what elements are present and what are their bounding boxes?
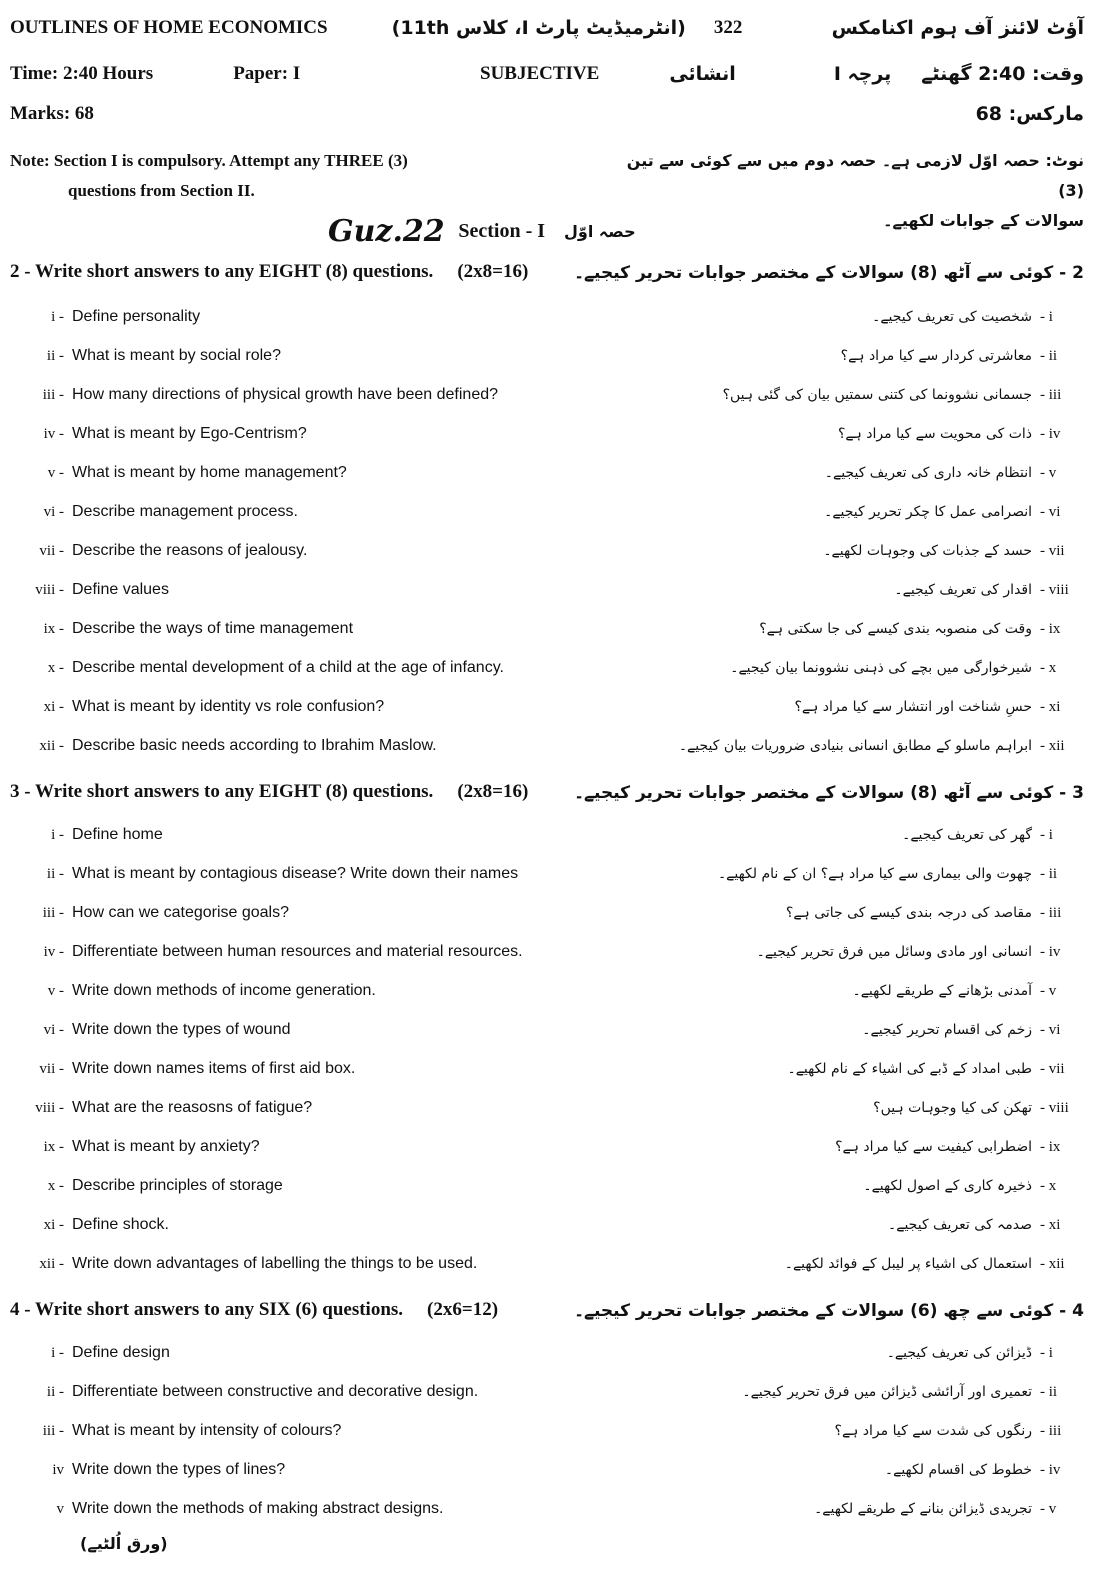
- item-text-en: Differentiate between constructive and decorative design.: [72, 1383, 479, 1400]
- instructions-note: [10, 146, 1084, 230]
- item-number: ix -: [43, 1138, 64, 1155]
- question-item: [10, 939, 1084, 965]
- item-text-en: Write down the types of lines?: [72, 1461, 286, 1478]
- item-text-en: Write down the types of wound: [72, 1021, 291, 1038]
- item-number: iv: [52, 1461, 64, 1478]
- marks-ur: مارکس: 68: [975, 103, 1084, 125]
- item-number-ur: - iii: [1040, 904, 1062, 921]
- item-text-ur: حسِ شناخت اور انتشار سے کیا مراد ہے؟: [794, 699, 1032, 715]
- item-number-ur: - ix: [1040, 620, 1061, 637]
- question-item: [10, 382, 1084, 408]
- question-item: [10, 1251, 1084, 1277]
- item-number: v -: [47, 464, 64, 481]
- question-heading-ur: 3 - کوئی سے آٹھ (8) سوالات کے مختصر جوابات تحریر کیجیے۔: [574, 782, 1084, 803]
- item-text-ur: تھکن کی کیا وجوہات ہیں؟: [873, 1100, 1032, 1116]
- item-number-ur: - xi: [1040, 698, 1061, 715]
- item-number: vii -: [39, 1060, 64, 1077]
- item-number-ur: - vi: [1040, 1021, 1061, 1038]
- question-item: [10, 577, 1084, 603]
- item-text-ur: وقت کی منصوبہ بندی کیسے کی جا سکتی ہے؟: [759, 621, 1032, 637]
- handwritten-annotation: Guz.22: [328, 214, 445, 249]
- marks-en: Marks: 68: [10, 103, 94, 124]
- question-marks: (2x8=16): [457, 781, 529, 802]
- header-marks-row: [10, 98, 1084, 130]
- item-text-en: Define values: [72, 581, 169, 598]
- item-text-en: Define home: [72, 826, 163, 843]
- subjective-ur: انشائی: [669, 63, 736, 85]
- item-number-ur: - iv: [1040, 1461, 1061, 1478]
- item-text-ur: اقدار کی تعریف کیجیے۔: [894, 582, 1032, 598]
- item-text-ur: زخم کی اقسام تحریر کیجیے۔: [862, 1022, 1032, 1038]
- question-heading-en: 2 - Write short answers to any EIGHT (8) questions.: [10, 261, 434, 282]
- question-item: [10, 538, 1084, 564]
- item-text-ur: رنگوں کی شدت سے کیا مراد ہے؟: [834, 1423, 1032, 1439]
- item-text-ur: ذخیرہ کاری کے اصول لکھیے۔: [863, 1178, 1032, 1194]
- question-marks: (2x8=16): [457, 261, 529, 282]
- question-item: [10, 655, 1084, 681]
- item-number-ur: - vii: [1040, 1060, 1065, 1077]
- paper-number-en: Paper: I: [233, 63, 301, 84]
- item-number-ur: - ix: [1040, 1138, 1061, 1155]
- item-number: x -: [47, 1177, 64, 1194]
- item-number-ur: - vii: [1040, 542, 1065, 559]
- note-en-line1: Note: Section I is compulsory. Attempt any THREE (3): [10, 151, 408, 170]
- question-heading-en: 4 - Write short answers to any SIX (6) questions.: [10, 1299, 404, 1320]
- item-text-en: Describe management process.: [72, 503, 298, 520]
- question-item: [10, 1017, 1084, 1043]
- item-text-ur: استعمال کی اشیاء پر لیبل کے فوائد لکھیے۔: [784, 1256, 1032, 1272]
- question-item: [10, 1340, 1084, 1366]
- item-text-en: How can we categorise goals?: [72, 904, 290, 921]
- item-number: i -: [51, 308, 64, 325]
- question-heading-ur: 2 - کوئی سے آٹھ (8) سوالات کے مختصر جوابات تحریر کیجیے۔: [574, 262, 1084, 283]
- item-text-en: What is meant by home management?: [72, 464, 347, 481]
- item-text-en: Write down advantages of labelling the things to be used.: [72, 1255, 478, 1272]
- question-item: [10, 1134, 1084, 1160]
- item-text-en: Write down methods of income generation.: [72, 982, 376, 999]
- item-number-ur: - viii: [1040, 1099, 1069, 1116]
- item-number-ur: - ii: [1040, 347, 1058, 364]
- item-text-ur: انصرامی عمل کا چکر تحریر کیجیے۔: [824, 504, 1032, 520]
- item-text-en: What is meant by identity vs role confusion?: [72, 698, 385, 715]
- item-number: iii -: [42, 386, 64, 403]
- item-number: ii -: [46, 1383, 64, 1400]
- question-item: [10, 460, 1084, 486]
- item-text-en: What is meant by social role?: [72, 347, 281, 364]
- question-heading-ur: 4 - کوئی سے چھ (6) سوالات کے مختصر جوابات تحریر کیجیے۔: [574, 1300, 1084, 1321]
- item-number-ur: - xii: [1040, 1255, 1065, 1272]
- item-number: iii -: [42, 1422, 64, 1439]
- item-number-ur: - i: [1040, 1344, 1053, 1361]
- item-number: xii -: [39, 1255, 64, 1272]
- item-text-en: Describe the reasons of jealousy.: [72, 542, 308, 559]
- item-text-ur: تجریدی ڈیزائن بنانے کے طریقے لکھیے۔: [814, 1501, 1032, 1517]
- subjective-en: SUBJECTIVE: [480, 63, 600, 84]
- item-number: iv -: [43, 425, 64, 442]
- item-number-ur: - v: [1040, 982, 1057, 999]
- question-item: [10, 421, 1084, 447]
- item-number: vii -: [39, 542, 64, 559]
- turn-over-note: (ورق اُلٹیے): [80, 1534, 168, 1553]
- item-number: i -: [51, 826, 64, 843]
- item-text-en: Write down the methods of making abstract designs.: [72, 1500, 444, 1517]
- item-text-en: Describe the ways of time management: [72, 620, 354, 637]
- question-heading: [10, 778, 1084, 806]
- item-text-en: What is meant by contagious disease? Write down their names: [72, 865, 519, 882]
- question-item: [10, 499, 1084, 525]
- header-title-row: [10, 12, 1084, 44]
- item-number: xi -: [43, 698, 64, 715]
- question-marks: (2x6=12): [427, 1299, 499, 1320]
- question-item: [10, 978, 1084, 1004]
- item-text-en: Write down names items of first aid box.: [72, 1060, 356, 1077]
- class-label: (انٹرمیڈیٹ پارٹ I، کلاس 11th): [391, 17, 686, 39]
- item-number-ur: - v: [1040, 1500, 1057, 1517]
- item-number: i -: [51, 1344, 64, 1361]
- item-number: viii -: [35, 1099, 64, 1116]
- item-number: v -: [47, 982, 64, 999]
- item-text-en: What is meant by Ego-Centrism?: [72, 425, 307, 442]
- question-item: [10, 1457, 1084, 1483]
- item-number: vi -: [43, 1021, 64, 1038]
- item-number: iv -: [43, 943, 64, 960]
- item-number-ur: - x: [1040, 659, 1057, 676]
- item-text-ur: ڈیزائن کی تعریف کیجیے۔: [886, 1345, 1032, 1361]
- item-text-ur: مقاصد کی درجہ بندی کیسے کی جاتی ہے؟: [785, 905, 1032, 921]
- item-text-ur: تعمیری اور آرائشی ڈیزائن میں فرق تحریر کیجیے۔: [742, 1384, 1032, 1400]
- time-ur: وقت: 2:40 گھنٹے: [921, 63, 1084, 85]
- item-text-en: Define design: [72, 1344, 170, 1361]
- item-number-ur: - iii: [1040, 386, 1062, 403]
- item-text-en: Describe basic needs according to Ibrahim Maslow.: [72, 737, 437, 754]
- item-text-ur: آمدنی بڑھانے کے طریقے لکھیے۔: [852, 983, 1032, 999]
- question-item: [10, 861, 1084, 887]
- item-number: x -: [47, 659, 64, 676]
- item-text-ur: طبی امداد کے ڈبے کی اشیاء کے نام لکھیے۔: [787, 1061, 1032, 1077]
- item-number-ur: - ii: [1040, 1383, 1058, 1400]
- question-heading-en: 3 - Write short answers to any EIGHT (8) questions.: [10, 781, 434, 802]
- item-text-ur: شخصیت کی تعریف کیجیے۔: [872, 309, 1032, 325]
- item-text-ur: اضطرابی کیفیت سے کیا مراد ہے؟: [835, 1139, 1032, 1155]
- question-item: [10, 1095, 1084, 1121]
- paper-title-ur: آؤٹ لائنز آف ہوم اکنامکس: [831, 17, 1084, 39]
- item-number-ur: - xii: [1040, 737, 1065, 754]
- header-time-row: [10, 58, 1084, 90]
- note-ur-line1: نوٹ: حصہ اوّل لازمی ہے۔ حصہ دوم میں سے کوئی سے تین (3): [626, 151, 1084, 200]
- section-title-ur: حصہ اوّل: [564, 222, 636, 241]
- item-number-ur: - iii: [1040, 1422, 1062, 1439]
- item-number: xii -: [39, 737, 64, 754]
- question-item: [10, 822, 1084, 848]
- question-item: [10, 900, 1084, 926]
- item-text-ur: ابراہم ماسلو کے مطابق انسانی بنیادی ضروریات بیان کیجیے۔: [678, 738, 1032, 754]
- item-number-ur: - viii: [1040, 581, 1069, 598]
- section-title-en: Section - I: [458, 220, 546, 242]
- item-text-ur: ذات کی محویت سے کیا مراد ہے؟: [837, 426, 1032, 442]
- item-text-ur: معاشرتی کردار سے کیا مراد ہے؟: [840, 348, 1032, 364]
- question-item: [10, 304, 1084, 330]
- item-number-ur: - xi: [1040, 1216, 1061, 1233]
- item-text-en: Describe mental development of a child at the age of infancy.: [72, 659, 504, 676]
- question-item: [10, 1379, 1084, 1405]
- item-number-ur: - ii: [1040, 865, 1058, 882]
- time-en: Time: 2:40 Hours: [10, 63, 154, 84]
- paper-code: 322: [713, 17, 743, 38]
- item-text-ur: شیرخوارگی میں بچے کی ذہنی نشوونما بیان کیجیے۔: [730, 660, 1032, 676]
- item-number: ii -: [46, 347, 64, 364]
- item-number: iii -: [42, 904, 64, 921]
- item-text-ur: صدمہ کی تعریف کیجیے۔: [888, 1217, 1032, 1233]
- item-number-ur: - iv: [1040, 943, 1061, 960]
- question-item: [10, 1056, 1084, 1082]
- question-item: [10, 1173, 1084, 1199]
- item-text-en: What are the reasosns of fatigue?: [72, 1099, 313, 1116]
- item-text-ur: خطوط کی اقسام لکھیے۔: [884, 1462, 1032, 1478]
- note-en-line2: questions from Section II.: [68, 181, 255, 200]
- item-text-ur: جسمانی نشوونما کی کتنی سمتیں بیان کی گئی ہیں؟: [722, 387, 1032, 403]
- item-number: xi -: [43, 1216, 64, 1233]
- item-text-ur: چھوت والی بیماری سے کیا مراد ہے؟ ان کے نام لکھیے۔: [717, 866, 1032, 882]
- note-ur-line2: سوالات کے جوابات لکھیے۔: [883, 211, 1084, 230]
- item-number-ur: - i: [1040, 826, 1053, 843]
- question-item: [10, 1496, 1084, 1522]
- item-text-en: How many directions of physical growth have been defined?: [72, 386, 499, 403]
- item-number: vi -: [43, 503, 64, 520]
- section-heading: [0, 214, 1094, 249]
- question-item: [10, 1212, 1084, 1238]
- item-number: ix -: [43, 620, 64, 637]
- item-text-ur: انسانی اور مادی وسائل میں فرق تحریر کیجیے۔: [756, 944, 1032, 960]
- question-item: [10, 343, 1084, 369]
- item-text-ur: گھر کی تعریف کیجیے۔: [902, 827, 1032, 843]
- item-text-en: Describe principles of storage: [72, 1177, 283, 1194]
- question-item: [10, 616, 1084, 642]
- item-text-en: Define shock.: [72, 1216, 169, 1233]
- question-item: [10, 694, 1084, 720]
- question-item: [10, 733, 1084, 759]
- item-number-ur: - x: [1040, 1177, 1057, 1194]
- item-text-ur: حسد کے جذبات کی وجوہات لکھیے۔: [823, 543, 1032, 559]
- question-item: [10, 1418, 1084, 1444]
- item-number: viii -: [35, 581, 64, 598]
- item-number-ur: - v: [1040, 464, 1057, 481]
- item-text-en: What is meant by anxiety?: [72, 1138, 260, 1155]
- paper-title-en: OUTLINES OF HOME ECONOMICS: [10, 17, 328, 38]
- item-text-en: Differentiate between human resources and material resources.: [72, 943, 523, 960]
- item-number-ur: - i: [1040, 308, 1053, 325]
- question-heading: [10, 258, 1084, 286]
- item-text-en: What is meant by intensity of colours?: [72, 1422, 342, 1439]
- item-number-ur: - iv: [1040, 425, 1061, 442]
- item-number: v: [56, 1500, 64, 1517]
- item-number-ur: - vi: [1040, 503, 1061, 520]
- item-text-en: Define personality: [72, 308, 201, 325]
- question-heading: [10, 1296, 1084, 1324]
- paper-number-ur: پرچہ I: [833, 63, 892, 85]
- item-number: ii -: [46, 865, 64, 882]
- item-text-ur: انتظام خانہ داری کی تعریف کیجیے۔: [824, 465, 1032, 481]
